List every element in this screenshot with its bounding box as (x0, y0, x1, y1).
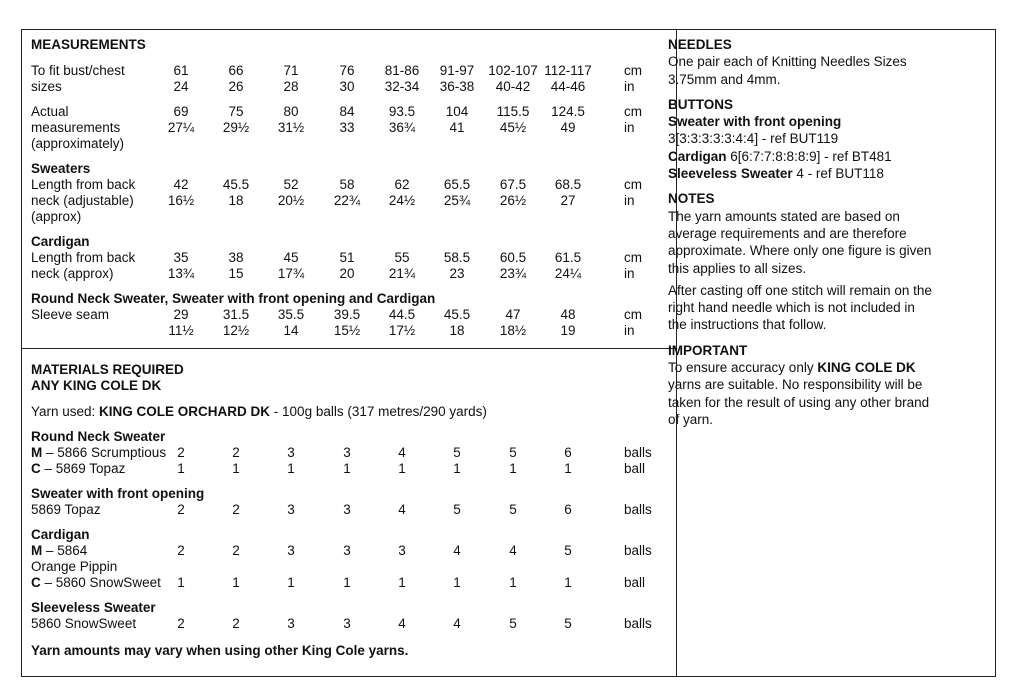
material-row-label (31, 575, 161, 590)
measurement-row-value: 18 (228, 193, 244, 208)
measurement-row-value: 45½ (499, 120, 527, 135)
measurement-row-value: 112-117 (544, 63, 592, 78)
material-row-value: 1 (509, 575, 517, 590)
measurement-row-label: Length from back (31, 177, 136, 192)
yarn-used-name: KING COLE ORCHARD DK (99, 404, 271, 419)
measurement-row-value: 28 (283, 79, 299, 94)
measurement-row-value: 52 (283, 177, 299, 192)
material-row-value: 5 (453, 502, 461, 517)
measurement-row-value: 61 (173, 63, 189, 78)
material-row-value: 3 (287, 543, 295, 558)
measurement-row-label: (approx) (31, 209, 82, 224)
measurement-row-value: 81-86 (384, 63, 420, 78)
measurement-row-value: 93.5 (388, 104, 416, 119)
material-row-value: 4 (398, 616, 406, 631)
buttons-cardigan-ref: 6[6:7:7:8:8:8:9] - ref BT481 (726, 148, 892, 164)
material-row-label-text: – 5860 SnowSweet (40, 575, 161, 590)
measurement-row-value: 55 (394, 250, 410, 265)
material-row-value: 5 (453, 445, 461, 460)
material-row-value: 5 (509, 445, 517, 460)
material-row-value: 5 (564, 543, 572, 558)
measurement-row-value: 47 (505, 307, 521, 322)
material-row-value: 1 (177, 575, 185, 590)
material-row-label: Round Neck Sweater (31, 429, 166, 444)
material-row-value: 1 (509, 461, 517, 476)
measurement-row-value: 65.5 (443, 177, 471, 192)
material-row-value: 1 (232, 575, 240, 590)
measurement-row-unit: in (624, 120, 635, 135)
measurement-row-label: neck (approx) (31, 266, 114, 281)
measurement-row-label: To fit bust/chest (31, 63, 125, 78)
material-row-value: 2 (232, 502, 240, 517)
right-panel (668, 36, 978, 428)
measurement-row-value: 18 (449, 323, 465, 338)
measurement-row-value: 49 (560, 120, 576, 135)
measurement-row-value: 12½ (222, 323, 250, 338)
material-row-value: 3 (343, 502, 351, 517)
material-row-value: 1 (232, 461, 240, 476)
material-row-value: 5 (509, 616, 517, 631)
measurement-row-label: Sweaters (31, 161, 91, 176)
material-row-value: 2 (232, 616, 240, 631)
material-row-value: 1 (564, 461, 572, 476)
material-row-value: 6 (564, 502, 572, 517)
material-row-label: Sleeveless Sweater (31, 600, 156, 615)
notes-p2-l1: After casting off one stitch will remain on the (668, 282, 932, 298)
measurement-row-value: 91-97 (439, 63, 475, 78)
measurement-row-unit: cm (624, 104, 642, 119)
material-row-value: 2 (232, 445, 240, 460)
measurement-row-value: 26 (228, 79, 244, 94)
measurement-row-value: 25¾ (443, 193, 471, 208)
measurement-row-label: sizes (31, 79, 62, 94)
important-l2: yarns are suitable. No responsibility will be (668, 377, 923, 393)
needles-title: NEEDLES (668, 37, 732, 52)
material-row-value: 3 (398, 543, 406, 558)
material-row-value: 3 (287, 502, 295, 517)
measurement-row-value: 41 (449, 120, 465, 135)
measurement-row-unit: in (624, 79, 635, 94)
material-row-unit: balls (624, 616, 652, 631)
notes-p2-l3: the instructions that follow. (668, 317, 827, 333)
measurement-row-value: 45 (283, 250, 299, 265)
measurement-row-value: 15 (228, 266, 244, 281)
measurement-row-unit: in (624, 323, 635, 338)
material-row-unit: balls (624, 543, 652, 558)
measurement-row-value: 60.5 (499, 250, 527, 265)
measurements-title: MEASUREMENTS (31, 37, 146, 52)
measurement-row-value: 45.5 (222, 177, 250, 192)
notes-p2-l2: right hand needle which is not included in (668, 300, 915, 316)
material-row-value: 1 (177, 461, 185, 476)
measurement-row-unit: cm (624, 250, 642, 265)
yarn-used-line (31, 404, 487, 419)
material-row-value: 1 (287, 461, 295, 476)
material-row-value: 5 (509, 502, 517, 517)
measurement-row-label: Round Neck Sweater, Sweater with front opening and Cardigan (31, 291, 436, 306)
material-row-label-text: – 5869 Topaz (40, 461, 126, 476)
material-row-value: 3 (343, 445, 351, 460)
measurement-row-value: 14 (283, 323, 299, 338)
measurement-row-label: Sleeve seam (31, 307, 110, 322)
measurement-row-value: 61.5 (554, 250, 582, 265)
buttons-cardigan (668, 148, 978, 165)
material-row-label: Cardigan (31, 527, 90, 542)
material-row-value: 3 (343, 616, 351, 631)
material-row-value: 2 (177, 543, 185, 558)
measurement-row-value: 124.5 (551, 104, 585, 119)
material-row-unit: balls (624, 502, 652, 517)
material-row-value: 1 (453, 461, 461, 476)
measurement-row-label: measurements (31, 120, 121, 135)
material-row-value: 1 (343, 575, 351, 590)
measurement-row-value: 17½ (388, 323, 416, 338)
measurement-row-value: 42 (173, 177, 189, 192)
important-l1-pre: To ensure accuracy only (668, 360, 818, 376)
important-l3: taken for the result of using any other brand (668, 394, 930, 410)
measurement-row-value: 22¾ (333, 193, 361, 208)
measurement-row-value: 84 (339, 104, 355, 119)
measurement-row-value: 67.5 (499, 177, 527, 192)
material-row-value: 5 (564, 616, 572, 631)
material-row-value: 4 (453, 543, 461, 558)
measurement-row-value: 13¾ (167, 266, 195, 281)
important-l1-bold: KING COLE DK (817, 360, 916, 376)
measurement-row-value: 31.5 (222, 307, 250, 322)
material-row-label (31, 445, 166, 460)
measurement-row-value: 17¾ (277, 266, 305, 281)
measurement-row-value: 44.5 (388, 307, 416, 322)
measurement-row-value: 48 (560, 307, 576, 322)
measurement-row-value: 36¾ (388, 120, 416, 135)
measurement-row-value: 39.5 (333, 307, 361, 322)
notes-p1-l4: this applies to all sizes. (668, 260, 807, 276)
measurement-row-value: 26½ (499, 193, 527, 208)
measurement-row-value: 38 (228, 250, 244, 265)
measurement-row-value: 16½ (167, 193, 195, 208)
yarn-used-label: Yarn used: (31, 404, 100, 419)
measurement-row-value: 24 (173, 79, 189, 94)
measurement-row-value: 58 (339, 177, 355, 192)
measurement-row-value: 80 (283, 104, 299, 119)
material-row-unit: ball (624, 461, 646, 476)
buttons-sleeveless-ref: 4 - ref BUT118 (792, 166, 884, 182)
material-row-prefix: C (31, 575, 41, 590)
notes-p1-l1: The yarn amounts stated are based on (668, 208, 900, 224)
measurement-row-unit: cm (624, 177, 642, 192)
measurement-row-value: 23 (449, 266, 465, 281)
material-row-value: 1 (453, 575, 461, 590)
measurement-row-value: 29½ (222, 120, 250, 135)
measurement-row-unit: cm (624, 307, 642, 322)
buttons-cardigan-label: Cardigan (668, 148, 727, 164)
measurement-row-value: 18½ (499, 323, 527, 338)
material-row-value: 2 (177, 445, 185, 460)
material-row-label-text: – 5864 (42, 543, 88, 558)
measurement-row-value: 20 (339, 266, 355, 281)
important-l1 (668, 359, 978, 376)
material-row-label (31, 461, 125, 476)
material-row-value: 1 (398, 461, 406, 476)
material-row-value: 4 (509, 543, 517, 558)
material-row-value: 4 (398, 502, 406, 517)
materials-subtitle: ANY KING COLE DK (31, 378, 162, 393)
measurement-row-value: 51 (339, 250, 355, 265)
measurement-row-label: Length from back (31, 250, 136, 265)
buttons-sleeveless-label: Sleeveless Sweater (668, 166, 793, 182)
notes-p1-l2: average requirements and are therefore (668, 225, 907, 241)
material-row-value: 4 (398, 445, 406, 460)
material-row-label: Orange Pippin (31, 559, 118, 574)
section-divider (22, 348, 676, 349)
measurement-row-label: (approximately) (31, 136, 125, 151)
measurement-row-unit: in (624, 193, 635, 208)
needles-line1: One pair each of Knitting Needles Sizes (668, 54, 907, 70)
measurement-row-value: 36-38 (439, 79, 475, 94)
measurement-row-value: 62 (394, 177, 410, 192)
material-row-value: 1 (564, 575, 572, 590)
measurement-row-value: 76 (339, 63, 355, 78)
material-row-label: 5860 SnowSweet (31, 616, 137, 631)
material-row-value: 2 (232, 543, 240, 558)
measurement-row-value: 75 (228, 104, 244, 119)
needles-line2: 3.75mm and 4mm. (668, 71, 781, 87)
measurement-row-value: 104 (445, 104, 469, 119)
measurement-row-value: 15½ (333, 323, 361, 338)
measurement-row-value: 27 (560, 193, 576, 208)
materials-title: MATERIALS REQUIRED (31, 362, 184, 377)
measurement-row-label: neck (adjustable) (31, 193, 134, 208)
material-row-unit: ball (624, 575, 646, 590)
material-row-value: 2 (177, 502, 185, 517)
material-row-value: 3 (343, 543, 351, 558)
material-row-value: 1 (398, 575, 406, 590)
material-row-unit: balls (624, 445, 652, 460)
measurement-row-value: 23¾ (499, 266, 527, 281)
measurement-row-value: 44-46 (550, 79, 586, 94)
yarn-used-detail: - 100g balls (317 metres/290 yards) (270, 404, 487, 419)
buttons-title: BUTTONS (668, 96, 734, 112)
buttons-sleeveless (668, 165, 978, 182)
materials-footer: Yarn amounts may vary when using other King Cole yarns. (31, 643, 409, 658)
measurement-row-value: 66 (228, 63, 244, 78)
important-title: IMPORTANT (668, 342, 748, 358)
material-row-value: 6 (564, 445, 572, 460)
material-row-prefix: M (31, 543, 43, 558)
measurement-row-unit: in (624, 266, 635, 281)
measurement-row-value: 27¼ (167, 120, 195, 135)
material-row-label-text: – 5866 Scrumptious (42, 445, 167, 460)
measurement-row-label: Actual (31, 104, 69, 119)
material-row-value: 1 (287, 575, 295, 590)
material-row-value: 4 (453, 616, 461, 631)
material-row-label: Sweater with front opening (31, 486, 205, 501)
buttons-sweater-title: Sweater with front opening (668, 114, 842, 130)
measurement-row-value: 33 (339, 120, 355, 135)
measurement-row-value: 21¾ (388, 266, 416, 281)
measurement-row-value: 115.5 (496, 104, 530, 119)
material-row-prefix: C (31, 461, 41, 476)
material-row-value: 3 (287, 445, 295, 460)
measurement-row-unit: cm (624, 63, 642, 78)
measurement-row-value: 35.5 (277, 307, 305, 322)
important-l4: of yarn. (668, 411, 714, 427)
measurement-row-value: 45.5 (443, 307, 471, 322)
material-row-prefix: M (31, 445, 43, 460)
measurement-row-value: 24¼ (554, 266, 582, 281)
measurement-row-value: 24½ (388, 193, 416, 208)
notes-title: NOTES (668, 191, 715, 207)
measurement-row-value: 69 (173, 104, 189, 119)
measurement-row-value: 11½ (168, 323, 194, 338)
measurement-row-value: 71 (283, 63, 299, 78)
material-row-value: 3 (287, 616, 295, 631)
material-row-label (31, 543, 87, 558)
measurement-row-value: 35 (173, 250, 189, 265)
measurement-row-value: 40-42 (495, 79, 531, 94)
measurement-row-value: 68.5 (554, 177, 582, 192)
measurement-row-value: 29 (173, 307, 189, 322)
measurement-row-value: 20½ (277, 193, 305, 208)
notes-p1-l3: approximate. Where only one figure is given (668, 243, 932, 259)
material-row-value: 2 (177, 616, 185, 631)
measurement-row-label: Cardigan (31, 234, 90, 249)
buttons-sweater-ref: 3[3:3:3:3:3:4:4] - ref BUT119 (668, 131, 839, 147)
measurement-row-value: 58.5 (443, 250, 471, 265)
measurement-row-value: 30 (339, 79, 355, 94)
material-row-label: 5869 Topaz (31, 502, 101, 517)
measurement-row-value: 19 (560, 323, 576, 338)
measurement-row-value: 102-107 (488, 63, 538, 78)
measurement-row-value: 32-34 (384, 79, 420, 94)
measurement-row-value: 31½ (277, 120, 305, 135)
material-row-value: 1 (343, 461, 351, 476)
